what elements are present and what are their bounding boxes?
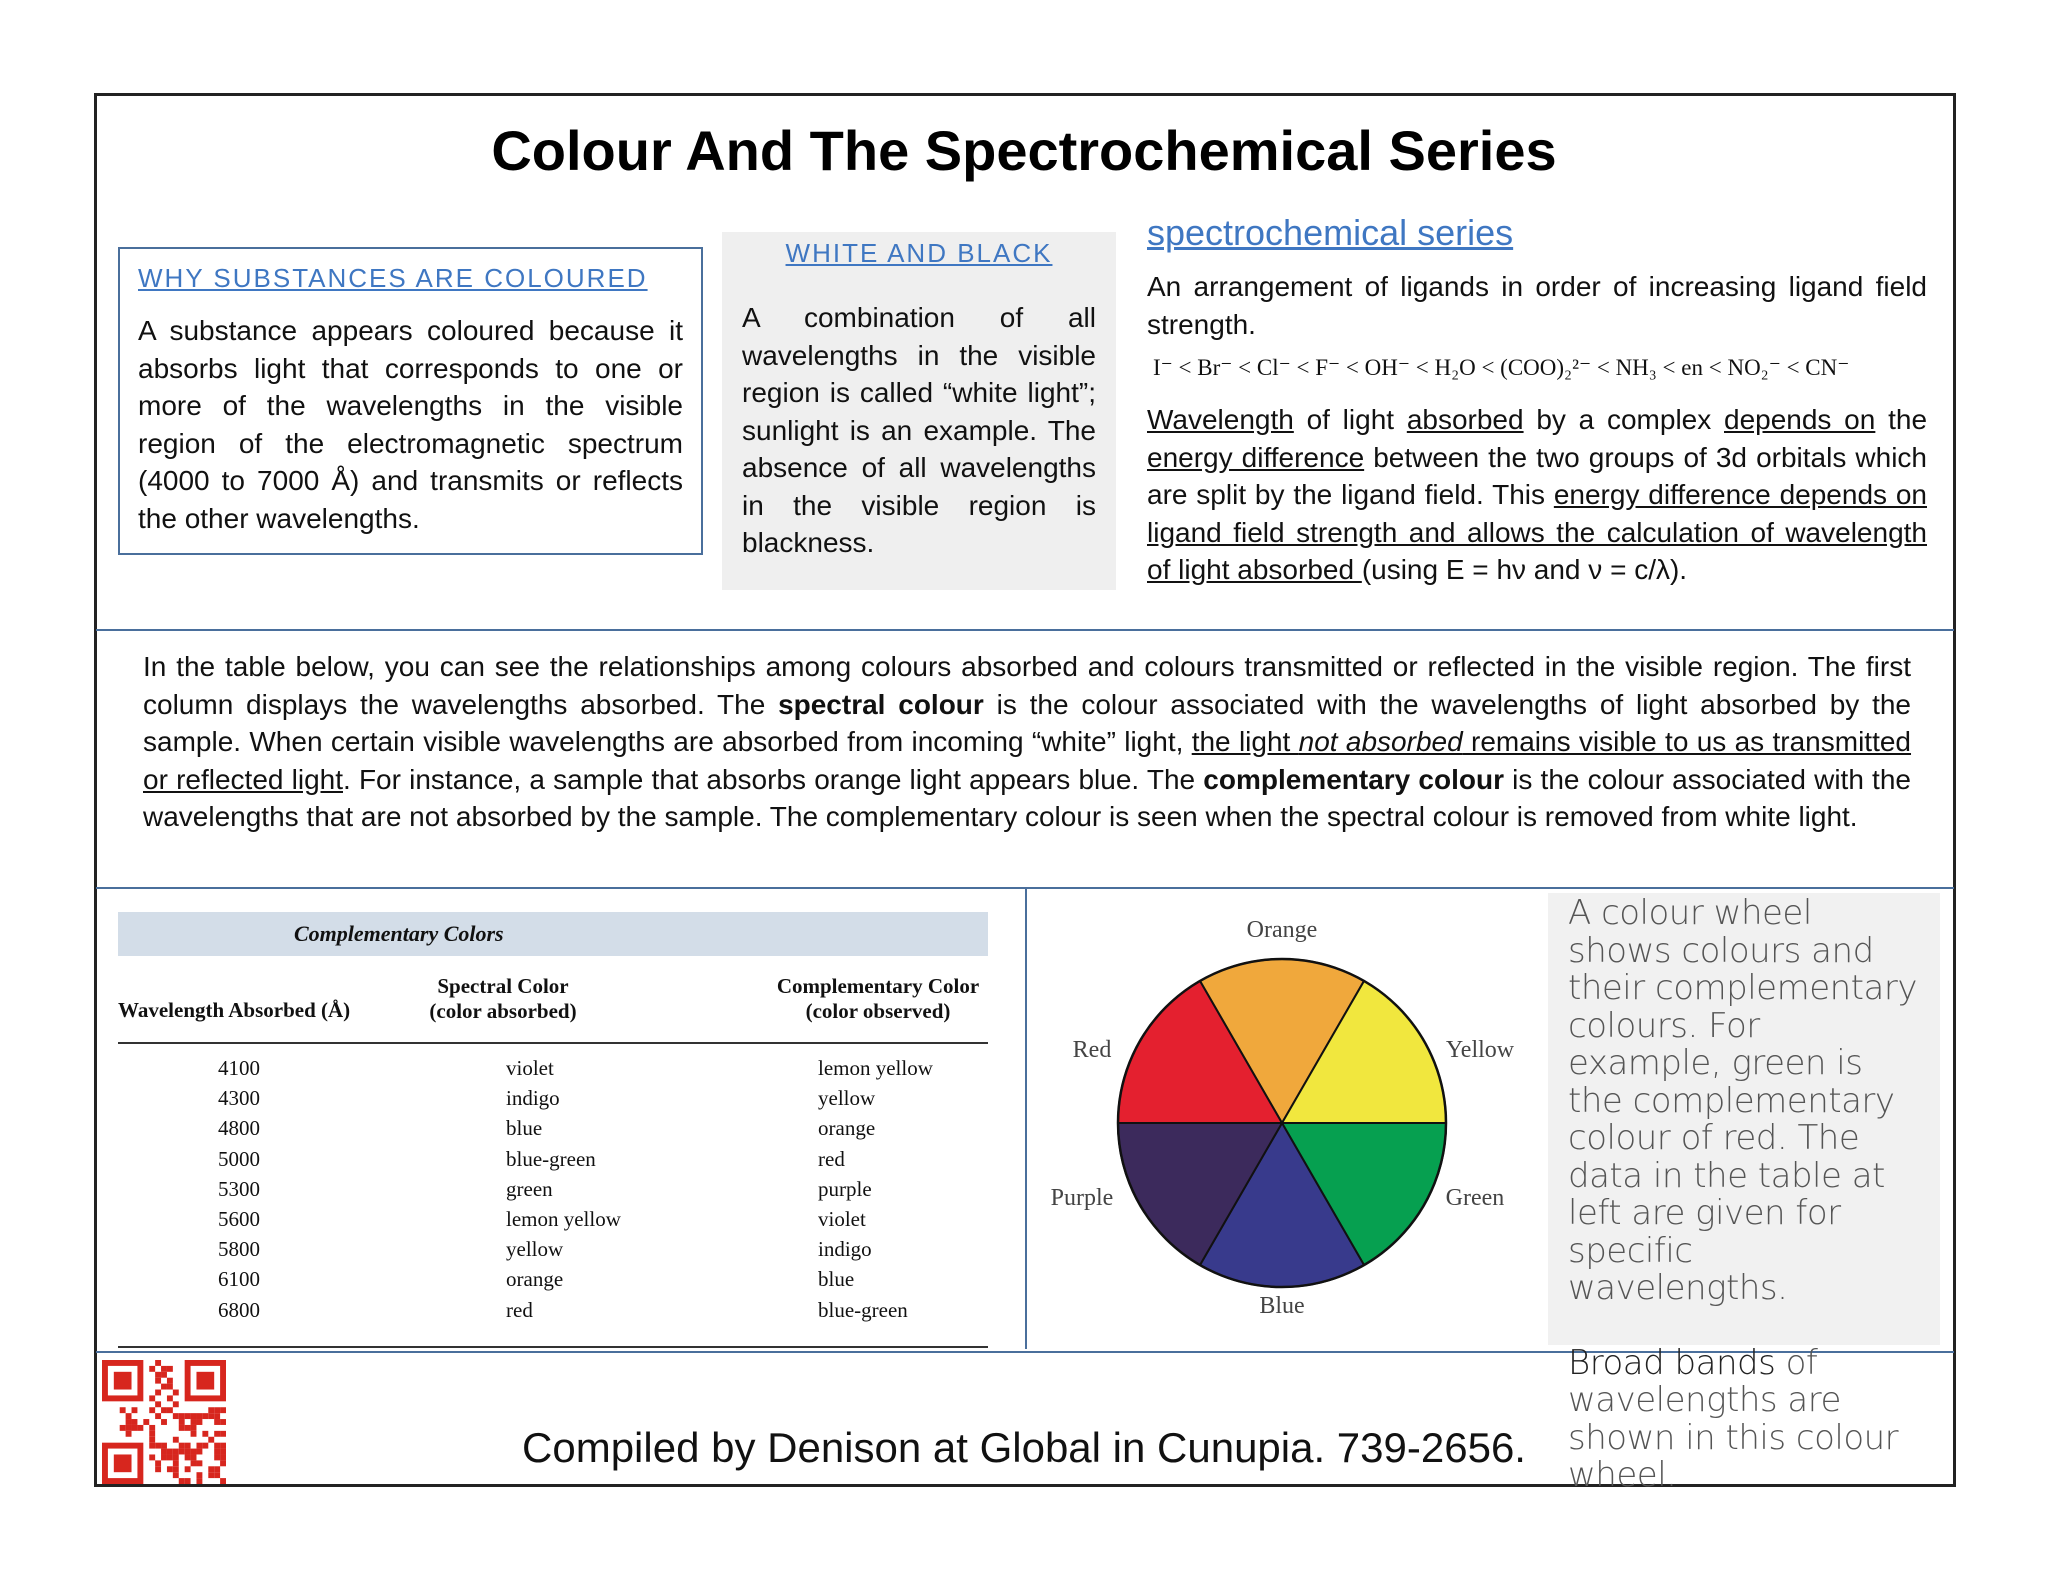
text-span: Broad bands	[1568, 1342, 1776, 1383]
white-black-heading: WHITE AND BLACK	[785, 238, 1053, 268]
complementary-color-cell: indigo	[818, 1237, 872, 1262]
wheel-note-text: A colour wheel shows colours and their complementary colours. For example, green is the complementary colour of red. The data in the table at left are given for specific wavelengths.	[1568, 893, 1917, 1308]
complementary-color-cell: red	[818, 1146, 845, 1171]
text-span: of light	[1293, 404, 1407, 435]
why-coloured-box	[118, 247, 703, 555]
complementary-color-cell: orange	[818, 1116, 876, 1141]
wavelength-cell: 5300	[218, 1176, 260, 1201]
wheel-label-orange: Orange	[1246, 917, 1318, 943]
complementary-color-cell: violet	[818, 1207, 866, 1231]
table-row	[118, 1177, 988, 1207]
col-header-line: Spectral Color	[437, 974, 569, 998]
text-span: the light	[1191, 726, 1299, 757]
table-row	[118, 1267, 988, 1297]
spectral-color-cell: yellow	[506, 1237, 564, 1262]
footer-credit: Compiled by Denison at Global in Cunupia. 739-2656.	[522, 1424, 1526, 1471]
divider-top	[96, 629, 1954, 631]
complementary-color-cell: yellow	[818, 1086, 876, 1111]
complementary-colors-table	[118, 912, 988, 1348]
wheel-label-yellow: Yellow	[1445, 1037, 1515, 1063]
table-row	[118, 1086, 988, 1116]
spectral-color-cell: indigo	[506, 1086, 560, 1111]
spectral-color-cell: blue	[506, 1116, 543, 1141]
wheel-label-purple: Purple	[1050, 1185, 1114, 1211]
term-absorbed: absorbed	[1406, 404, 1524, 435]
table-caption: Complementary Colors	[118, 912, 988, 956]
text-span: In the table below, you can see the relationships among colours absorbed and colours transmitted or reflected in the visible region. The first column displays the wavelengths absorbed. The	[143, 651, 1911, 720]
text-span: is the colour associated with the wavelengths that are not absorbed by the sample. The complementary colour is seen when the spectral colour is removed from white light.	[143, 763, 1911, 832]
text-span: is the colour associated with the wavelengths of light absorbed by the sample. When certain visible wavelengths are absorbed from incoming “white” light,	[143, 688, 1911, 757]
text-span: between the two groups of 3d orbitals which are split by the ligand field. This	[1147, 441, 1927, 510]
wavelength-cell: 5600	[218, 1207, 260, 1231]
spectral-color-cell: violet	[506, 1056, 554, 1080]
why-coloured-text: A substance appears coloured because it absorbs light that corresponds to one or more of the wavelengths in the visible region of the electromagnetic spectrum (4000 to 7000 Å) and transmits or reflects the other wavelengths.	[138, 315, 683, 534]
col-header-complementary	[768, 974, 988, 1024]
table-explanation	[143, 648, 1911, 836]
spectral-color-cell: green	[506, 1176, 553, 1201]
col-header-wavelength: Wavelength Absorbed (Å)	[118, 998, 351, 1022]
complementary-color-cell: blue	[818, 1267, 855, 1292]
table-row	[118, 1147, 988, 1177]
term-wavelength: Wavelength	[1147, 404, 1294, 435]
wheel-label-red: Red	[1072, 1037, 1112, 1063]
table-row	[118, 1207, 988, 1237]
term-complementary-colour: complementary colour	[1203, 763, 1504, 795]
wheel-note	[1548, 893, 1940, 1495]
italic-phrase: not absorbed	[1298, 726, 1463, 757]
col-header-line: (color absorbed)	[429, 999, 577, 1023]
term-spectral-colour: spectral colour	[778, 688, 984, 720]
white-black-box	[722, 232, 1116, 590]
complementary-color-cell: lemon yellow	[818, 1056, 933, 1080]
term-energy-difference-2: energy difference depends on ligand field strength and allows the calculation of wavelength of light absorbed	[1147, 479, 1927, 585]
wavelength-cell: 4800	[218, 1116, 260, 1141]
white-black-text: A combination of all wavelengths in the visible region is called “white light”; sunlight is an example. The absence of all wavelengths in the visible region is blackness.	[742, 302, 1096, 558]
spectro-definition: An arrangement of ligands in order of increasing ligand field strength.	[1147, 271, 1927, 340]
spectrochemical-series: I⁻ < Br⁻ < Cl⁻ < F⁻ < OH⁻ < H₂O < (COO)₂²⁻ < NH₃ < en < NO₂⁻ < CN⁻	[1153, 355, 1850, 380]
spectro-section	[1147, 212, 1927, 589]
divider-vertical	[1025, 889, 1027, 1349]
spectral-color-cell: orange	[506, 1267, 564, 1292]
page-title: Colour And The Spectrochemical Series	[491, 119, 1557, 182]
table-row	[118, 1056, 988, 1086]
colour-wheel	[1030, 905, 1515, 1335]
spectral-color-cell: red	[506, 1297, 533, 1322]
text-span: . For instance, a sample that absorbs orange light appears blue. The	[343, 763, 1204, 795]
spectral-color-cell: blue-green	[506, 1146, 596, 1171]
wheel-label-green: Green	[1445, 1185, 1505, 1211]
term-energy-difference: energy difference	[1147, 441, 1365, 473]
table-row	[118, 1298, 988, 1328]
spectro-heading: spectrochemical series	[1147, 212, 1514, 253]
wheel-label-blue: Blue	[1259, 1293, 1305, 1319]
wavelength-cell: 4100	[218, 1056, 260, 1080]
table-header	[118, 956, 988, 1044]
wavelength-cell: 5800	[218, 1237, 260, 1262]
table-body	[118, 1044, 988, 1348]
spacer	[1568, 1308, 1920, 1345]
col-header-spectral	[398, 974, 608, 1024]
text-span: of wavelengths are shown in this colour wheel.	[1568, 1342, 1899, 1495]
spectro-paragraph	[1147, 401, 1927, 589]
text-span: remains visible to us as transmitted or reflected light	[143, 726, 1912, 795]
col-header-line: Complementary Color	[776, 974, 980, 998]
complementary-color-cell: purple	[818, 1176, 872, 1201]
why-coloured-heading: WHY SUBSTANCES ARE COLOURED	[138, 263, 648, 293]
complementary-color-cell: blue-green	[818, 1297, 908, 1322]
text-span: (using E = hν and ν = c/λ).	[1361, 554, 1688, 585]
term-depends-on: depends on	[1724, 404, 1876, 435]
table-row	[118, 1237, 988, 1267]
col-header-line: (color observed)	[805, 999, 951, 1023]
text-span: by a complex	[1523, 404, 1724, 435]
text-span: the	[1875, 404, 1928, 435]
spectral-color-cell: lemon yellow	[506, 1207, 621, 1231]
wavelength-cell: 4300	[218, 1086, 260, 1111]
wavelength-cell: 5000	[218, 1146, 260, 1171]
wavelength-cell: 6800	[218, 1297, 260, 1322]
wheel-note-text-2	[1568, 1342, 1920, 1495]
wavelength-cell: 6100	[218, 1267, 260, 1292]
table-row	[118, 1116, 988, 1146]
